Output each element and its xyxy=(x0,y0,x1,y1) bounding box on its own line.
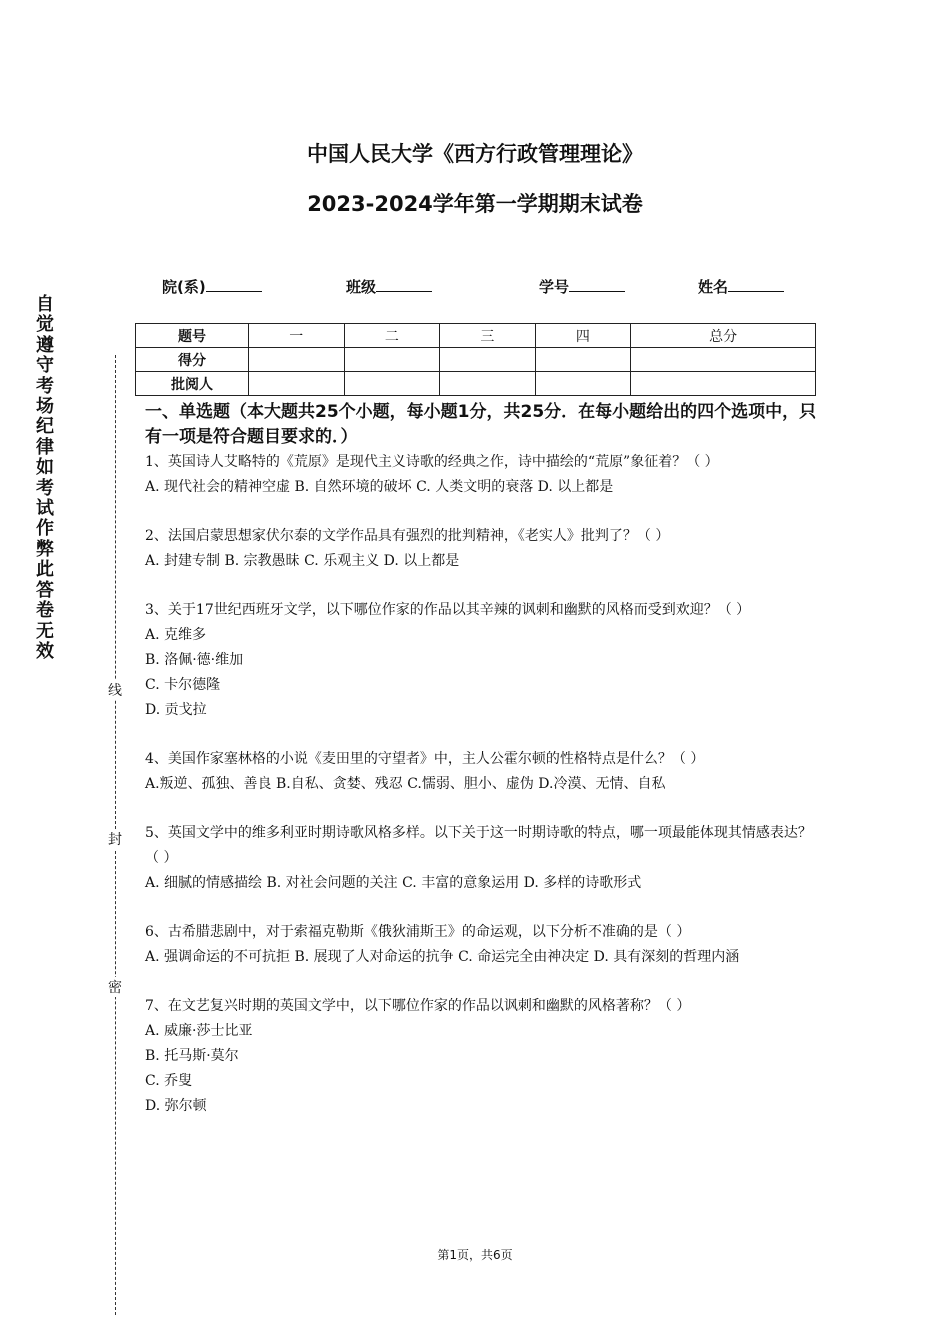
question-stem: 1、英国诗人艾略特的《荒原》是现代主义诗歌的经典之作，诗中描绘的“荒原”象征着？（ ） xyxy=(145,454,719,470)
table-header-cell: 总分 xyxy=(631,324,816,348)
grader-cell[interactable] xyxy=(344,372,440,396)
score-cell[interactable] xyxy=(440,348,536,372)
option-c: C. 乔叟 xyxy=(145,1073,193,1089)
question-stem: 3、关于17世纪西班牙文学，以下哪位作家的作品以其辛辣的讽刺和幽默的风格而受到欢迎？（ ） xyxy=(145,602,751,618)
question-7 xyxy=(145,994,825,1119)
score-cell[interactable] xyxy=(631,348,816,372)
table-header-cell: 四 xyxy=(535,324,631,348)
row-label-score: 得分 xyxy=(136,348,249,372)
grader-cell[interactable] xyxy=(249,372,345,396)
option-b: B. 洛佩·德·维加 xyxy=(145,652,244,668)
table-row xyxy=(136,324,816,348)
exam-title: 中国人民大学《西方行政管理理论》 xyxy=(307,142,643,166)
question-stem: 5、英国文学中的维多利亚时期诗歌风格多样。以下关于这一时期诗歌的特点，哪一项最能体现其情感表达？（ ） xyxy=(145,825,812,866)
option-d: D. 弥尔顿 xyxy=(145,1098,207,1114)
section-heading: 一、单选题（本大题共25个小题，每小题1分，共25分．在每小题给出的四个选项中，只有一项是符合题目要求的．） xyxy=(145,402,817,447)
question-stem: 2、法国启蒙思想家伏尔泰的文学作品具有强烈的批判精神，《老实人》批判了？（ ） xyxy=(145,528,670,544)
margin-notice: 自觉遵守考场纪律如考试作弊此答卷无效 xyxy=(36,294,54,662)
question-4 xyxy=(145,747,825,797)
table-header-cell: 题号 xyxy=(136,324,249,348)
question-stem: 6、古希腊悲剧中，对于索福克勒斯《俄狄浦斯王》的命运观，以下分析不准确的是（ ） xyxy=(145,924,691,940)
score-cell[interactable] xyxy=(535,348,631,372)
option-a: A. 威廉·莎士比亚 xyxy=(145,1023,253,1039)
grader-cell[interactable] xyxy=(440,372,536,396)
option-b: B. 托马斯·莫尔 xyxy=(145,1048,239,1064)
cut-mark-secret: 密 xyxy=(107,977,123,997)
score-cell[interactable] xyxy=(344,348,440,372)
question-options: A.叛逆、孤独、善良 B.自私、贪婪、残忍 C.懦弱、胆小、虚伪 D.冷漠、无情、自私 xyxy=(145,776,666,792)
table-row xyxy=(136,372,816,396)
table-row xyxy=(136,348,816,372)
option-c: C. 卡尔德隆 xyxy=(145,677,221,693)
question-stem: 7、在文艺复兴时期的英国文学中，以下哪位作家的作品以讽刺和幽默的风格著称？（ ） xyxy=(145,998,691,1014)
question-options: A. 强调命运的不可抗拒 B. 展现了人对命运的抗争 C. 命运完全由神决定 D. 具有深刻的哲理内涵 xyxy=(145,949,740,965)
info-field-class[interactable]: 班级 xyxy=(346,276,432,297)
question-options: A. 细腻的情感描绘 B. 对社会问题的关注 C. 丰富的意象运用 D. 多样的诗歌形式 xyxy=(145,875,642,891)
question-1 xyxy=(145,450,825,500)
question-3 xyxy=(145,598,825,723)
grader-cell[interactable] xyxy=(631,372,816,396)
score-table xyxy=(135,323,816,396)
row-label-grader: 批阅人 xyxy=(136,372,249,396)
question-2 xyxy=(145,524,825,574)
info-field-student-id[interactable]: 学号 xyxy=(539,276,625,297)
exam-subtitle: 2023-2024学年第一学期期末试卷 xyxy=(307,192,643,216)
table-header-cell: 二 xyxy=(344,324,440,348)
grader-cell[interactable] xyxy=(535,372,631,396)
question-stem: 4、美国作家塞林格的小说《麦田里的守望者》中，主人公霍尔顿的性格特点是什么？（ ） xyxy=(145,751,705,767)
question-options: A. 现代社会的精神空虚 B. 自然环境的破坏 C. 人类文明的衰落 D. 以上都是 xyxy=(145,479,614,495)
page-footer: 第1页，共6页 xyxy=(437,1248,513,1262)
table-header-cell: 一 xyxy=(249,324,345,348)
questions-section xyxy=(145,400,825,1119)
info-field-department[interactable]: 院(系) xyxy=(162,276,262,297)
option-a: A. 克维多 xyxy=(145,627,207,643)
cut-mark-line: 线 xyxy=(107,680,123,700)
table-header-cell: 三 xyxy=(440,324,536,348)
question-6 xyxy=(145,920,825,970)
info-field-name[interactable]: 姓名 xyxy=(698,276,784,297)
option-d: D. 贡戈拉 xyxy=(145,702,207,718)
cut-mark-seal: 封 xyxy=(107,829,123,849)
question-options: A. 封建专制 B. 宗教愚昧 C. 乐观主义 D. 以上都是 xyxy=(145,553,460,569)
score-cell[interactable] xyxy=(249,348,345,372)
question-5 xyxy=(145,821,825,896)
